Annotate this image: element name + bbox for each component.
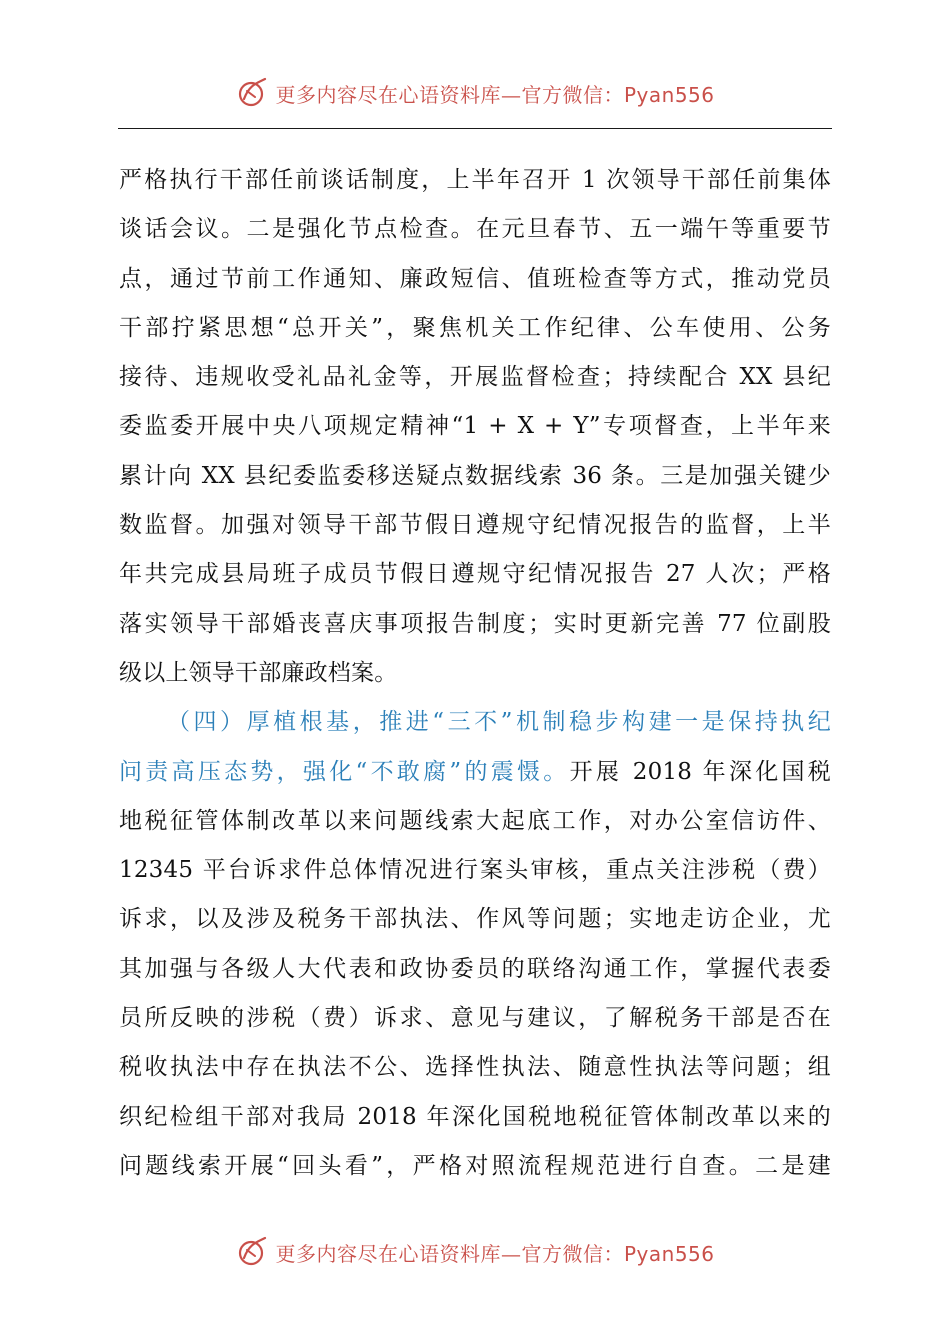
document-body <box>119 156 831 1191</box>
paragraph-line: 累计向 XX 县纪委监委移送疑点数据线索 36 条。三是加强关键少 <box>119 462 831 489</box>
paragraph-text: 开展 2018 年深化国税 <box>569 758 831 785</box>
paragraph-line: 织纪检组干部对我局 2018 年深化国税地税征管体制改革以来的 <box>119 1103 831 1130</box>
header-banner-wechat: Pyan556 <box>623 82 715 107</box>
paragraph-line: 员所反映的涉税（费）诉求、意见与建议，了解税务干部是否在 <box>119 1005 831 1032</box>
paragraph-line: 严格执行干部任前谈话制度，上半年召开 1 次领导干部任前集体 <box>119 167 831 193</box>
paragraph-line: 级以上领导干部廉政档案。 <box>119 659 398 686</box>
section-heading-continuation <box>119 748 831 797</box>
header-banner <box>0 73 950 113</box>
footer-banner-text <box>275 1238 714 1267</box>
section-heading-tail: 问责高压态势，强化“不敢腐”的震慑。 <box>119 758 570 785</box>
header-banner-cn: 更多内容尽在心语资料库—官方微信： <box>275 82 624 107</box>
paragraph-line: 诉求，以及涉及税务干部执法、作风等问题；实地走访企业，尤 <box>119 906 831 933</box>
paragraph-line: 数监督。加强对领导干部节假日遵规守纪情况报告的监督，上半 <box>119 512 831 539</box>
header-banner-text <box>275 79 714 108</box>
paragraph-line: 年共完成县局班子成员节假日遵规守纪情况报告 27 人次；严格 <box>119 561 831 588</box>
paragraph-line: 干部拧紧思想“总开关”，聚焦机关工作纪律、公车使用、公务 <box>119 314 831 341</box>
paragraph-line: 点，通过节前工作通知、廉政短信、值班检查等方式，推动党员 <box>119 265 831 292</box>
paragraph-line: 接待、违规收受礼品礼金等，开展监督检查；持续配合 XX 县纪 <box>119 364 831 391</box>
section-heading: （四）厚植根基，推进“三不”机制稳步构建一是保持执纪 <box>167 709 831 736</box>
paragraph-line: 问题线索开展“回头看”，严格对照流程规范进行自查。二是建 <box>119 1152 831 1179</box>
logo-icon <box>235 75 271 111</box>
header-rule <box>118 128 832 129</box>
paragraph-line: 谈话会议。二是强化节点检查。在元旦春节、五一端午等重要节 <box>119 216 831 243</box>
logo-icon <box>235 1234 271 1270</box>
paragraph-line: 委监委开展中央八项规定精神“1 + X + Y”专项督查，上半年来 <box>119 413 831 440</box>
footer-banner-wechat: Pyan556 <box>623 1241 715 1266</box>
paragraph-line: 地税征管体制改革以来问题线索大起底工作，对办公室信访件、 <box>119 807 831 834</box>
footer-banner-cn: 更多内容尽在心语资料库—官方微信： <box>275 1241 624 1266</box>
paragraph-line: 税收执法中存在执法不公、选择性执法、随意性执法等问题；组 <box>119 1054 831 1081</box>
footer-banner <box>0 1232 950 1272</box>
paragraph-line: 其加强与各级人大代表和政协委员的联络沟通工作，掌握代表委 <box>119 955 831 982</box>
paragraph-line: 12345 平台诉求件总体情况进行案头审核，重点关注涉税（费） <box>119 857 831 884</box>
paragraph-line: 落实领导干部婚丧喜庆事项报告制度；实时更新完善 77 位副股 <box>119 610 831 637</box>
